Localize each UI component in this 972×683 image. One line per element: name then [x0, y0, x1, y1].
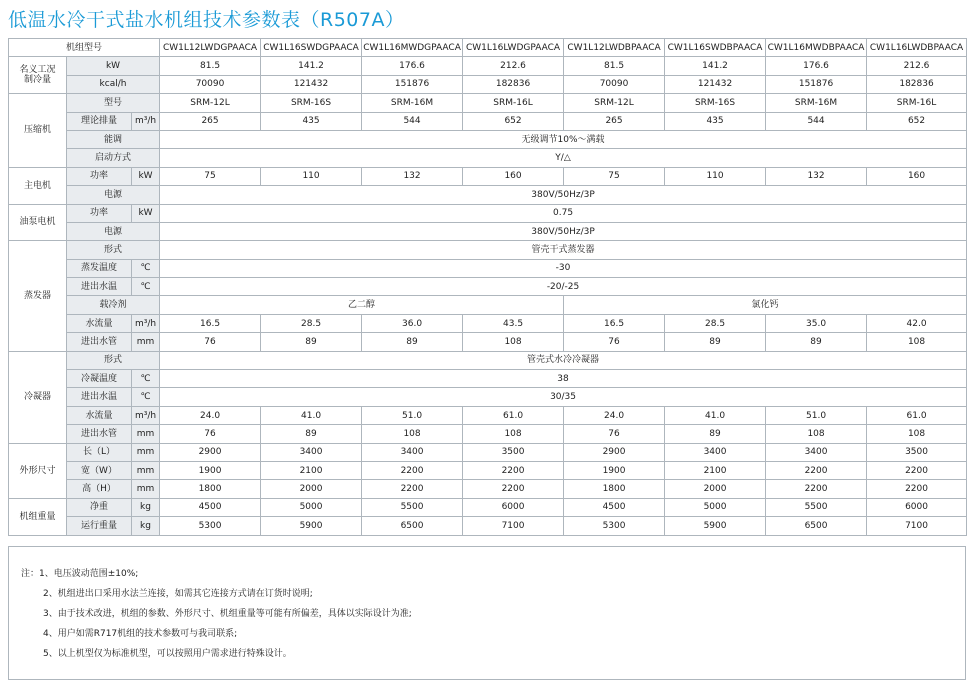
row-label: 载冷剂 — [67, 296, 160, 314]
row-label: 形式 — [67, 351, 160, 369]
row-label: 运行重量 — [67, 517, 132, 535]
value-cell: 3400 — [665, 443, 766, 461]
value-cell: 2900 — [160, 443, 261, 461]
value-cell: 51.0 — [766, 406, 867, 424]
model-header: CW1L16LWDBPAACA — [867, 39, 967, 57]
value-cell: 76 — [160, 425, 261, 443]
row-label: 宽（W） — [67, 461, 132, 479]
value-cell: 265 — [160, 112, 261, 130]
row-label: 进出水管 — [67, 425, 132, 443]
value-cell: 7100 — [463, 517, 564, 535]
value-cell: 61.0 — [867, 406, 967, 424]
value-cell: 132 — [362, 167, 463, 185]
row-label: 水流量 — [67, 314, 132, 332]
motor-group: 主电机 — [9, 167, 67, 204]
value-cell: 212.6 — [867, 57, 967, 75]
value-cell: 121432 — [261, 75, 362, 93]
value-cell: 160 — [463, 167, 564, 185]
value-cell: 38 — [160, 370, 967, 388]
value-cell: 89 — [362, 333, 463, 351]
value-cell: 28.5 — [665, 314, 766, 332]
value-cell: 1800 — [160, 480, 261, 498]
row-label: 水流量 — [67, 406, 132, 424]
value-cell: 61.0 — [463, 406, 564, 424]
unit-cell: mm — [132, 425, 160, 443]
value-cell: 2900 — [564, 443, 665, 461]
value-cell: 4500 — [564, 498, 665, 516]
weight-operating-row — [9, 517, 967, 535]
value-cell: 89 — [665, 333, 766, 351]
row-label: 形式 — [67, 241, 160, 259]
capacity-kcal-row — [9, 75, 967, 93]
value-cell: Y/△ — [160, 149, 967, 167]
motor-supply-row — [9, 186, 967, 204]
value-cell: 151876 — [766, 75, 867, 93]
value-cell: 1900 — [160, 461, 261, 479]
model-header: CW1L16MWDGPAACA — [362, 39, 463, 57]
note-4: 4、用户如需R717机组的技术参数可与我司联系; — [43, 629, 238, 639]
note-5: 5、以上机型仅为标准机型，可以按照用户需求进行特殊设计。 — [43, 649, 292, 659]
value-cell: 2200 — [463, 461, 564, 479]
value-cell: 6000 — [463, 498, 564, 516]
value-cell: 3500 — [867, 443, 967, 461]
model-label: 机组型号 — [9, 39, 160, 57]
notes-box — [8, 546, 966, 680]
value-cell: 16.5 — [564, 314, 665, 332]
value-cell: 151876 — [362, 75, 463, 93]
row-label: 理论排量 — [67, 112, 132, 130]
unit-cell: ℃ — [132, 370, 160, 388]
value-cell: 2000 — [261, 480, 362, 498]
value-cell: 2200 — [766, 480, 867, 498]
value-cell: 35.0 — [766, 314, 867, 332]
row-label: 功率 — [67, 204, 132, 222]
row-label: 功率 — [67, 167, 132, 185]
value-cell: 89 — [261, 333, 362, 351]
unit-cell: kW — [67, 57, 160, 75]
value-cell: 43.5 — [463, 314, 564, 332]
value-cell: 1800 — [564, 480, 665, 498]
value-cell: 435 — [261, 112, 362, 130]
value-cell: SRM-16M — [766, 94, 867, 112]
value-cell: SRM-12L — [564, 94, 665, 112]
value-cell: 36.0 — [362, 314, 463, 332]
value-cell: 1900 — [564, 461, 665, 479]
value-cell: 544 — [362, 112, 463, 130]
value-cell: 70090 — [160, 75, 261, 93]
unit-cell: kW — [132, 167, 160, 185]
weight-group: 机组重量 — [9, 498, 67, 535]
value-cell: 89 — [261, 425, 362, 443]
value-cell: 76 — [564, 333, 665, 351]
row-label: 启动方式 — [67, 149, 160, 167]
value-cell: 3400 — [766, 443, 867, 461]
note-1: 注：1、电压波动范围±10%; — [21, 569, 139, 579]
value-cell: 176.6 — [362, 57, 463, 75]
value-cell: 141.2 — [261, 57, 362, 75]
value-cell: 75 — [564, 167, 665, 185]
value-cell: 70090 — [564, 75, 665, 93]
unit-cell: m³/h — [132, 314, 160, 332]
dimensions-group: 外形尺寸 — [9, 443, 67, 498]
unit-cell: mm — [132, 333, 160, 351]
value-cell: 110 — [261, 167, 362, 185]
value-cell: 160 — [867, 167, 967, 185]
evap-pipe-row — [9, 333, 967, 351]
value-cell: 7100 — [867, 517, 967, 535]
value-cell: 108 — [463, 333, 564, 351]
value-cell: 108 — [867, 425, 967, 443]
oilpump-power-row — [9, 204, 967, 222]
capacity-group — [9, 57, 67, 94]
compressor-model-row — [9, 94, 967, 112]
value-cell: SRM-16S — [665, 94, 766, 112]
value-cell: 5300 — [564, 517, 665, 535]
value-cell: 5900 — [261, 517, 362, 535]
row-label: 电源 — [67, 222, 160, 240]
value-cell: 41.0 — [261, 406, 362, 424]
value-cell: 管壳式水冷冷凝器 — [160, 351, 967, 369]
value-cell: -20/-25 — [160, 278, 967, 296]
row-label: 长（L） — [67, 443, 132, 461]
value-cell: 141.2 — [665, 57, 766, 75]
header-row — [9, 39, 967, 57]
value-cell: -30 — [160, 259, 967, 277]
unit-cell: kcal/h — [67, 75, 160, 93]
value-cell: SRM-16S — [261, 94, 362, 112]
value-cell: 265 — [564, 112, 665, 130]
value-cell: 2100 — [261, 461, 362, 479]
page-title: 低温水冷干式盐水机组技术参数表（R507A） — [8, 9, 405, 31]
model-header: CW1L16SWDGPAACA — [261, 39, 362, 57]
value-cell: SRM-16M — [362, 94, 463, 112]
value-cell: 544 — [766, 112, 867, 130]
value-cell: SRM-16L — [867, 94, 967, 112]
value-cell: 2200 — [362, 461, 463, 479]
cond-flow-row — [9, 406, 967, 424]
value-cell: 121432 — [665, 75, 766, 93]
value-cell: 5000 — [261, 498, 362, 516]
value-cell: 无级调节10%～满载 — [160, 130, 967, 148]
evap-water-temp-row — [9, 278, 967, 296]
unit-cell: kW — [132, 204, 160, 222]
note-3: 3、由于技术改进，机组的参数、外形尺寸、机组重量等可能有所偏差，具体以实际设计为准; — [43, 609, 412, 619]
model-header: CW1L12LWDBPAACA — [564, 39, 665, 57]
value-cell: 42.0 — [867, 314, 967, 332]
value-cell: 28.5 — [261, 314, 362, 332]
value-cell: 81.5 — [564, 57, 665, 75]
value-cell: 16.5 — [160, 314, 261, 332]
cond-water-temp-row — [9, 388, 967, 406]
motor-power-row — [9, 167, 967, 185]
weight-net-row — [9, 498, 967, 516]
model-header: CW1L16LWDGPAACA — [463, 39, 564, 57]
value-cell: 3400 — [261, 443, 362, 461]
value-cell: 5500 — [362, 498, 463, 516]
compressor-start-row — [9, 149, 967, 167]
value-cell: SRM-12L — [160, 94, 261, 112]
value-cell: 76 — [160, 333, 261, 351]
compressor-displacement-row — [9, 112, 967, 130]
value-cell: 2200 — [463, 480, 564, 498]
value-cell: 108 — [867, 333, 967, 351]
unit-cell: mm — [132, 461, 160, 479]
oilpump-supply-row — [9, 222, 967, 240]
row-label: 型号 — [67, 94, 160, 112]
value-cell: 212.6 — [463, 57, 564, 75]
value-cell: 2200 — [362, 480, 463, 498]
unit-cell: m³/h — [132, 406, 160, 424]
value-cell: 108 — [463, 425, 564, 443]
dim-height-row — [9, 480, 967, 498]
unit-cell: mm — [132, 443, 160, 461]
evap-flow-row — [9, 314, 967, 332]
value-cell: 76 — [564, 425, 665, 443]
value-cell: 176.6 — [766, 57, 867, 75]
value-cell: 0.75 — [160, 204, 967, 222]
value-cell: 2000 — [665, 480, 766, 498]
unit-cell: m³/h — [132, 112, 160, 130]
value-cell: 89 — [766, 333, 867, 351]
evap-medium-row — [9, 296, 967, 314]
cond-pipe-row — [9, 425, 967, 443]
value-cell: 30/35 — [160, 388, 967, 406]
value-cell: 81.5 — [160, 57, 261, 75]
value-cell: 4500 — [160, 498, 261, 516]
value-cell: 89 — [665, 425, 766, 443]
value-cell: 管壳干式蒸发器 — [160, 241, 967, 259]
value-cell: 5900 — [665, 517, 766, 535]
value-cell: 435 — [665, 112, 766, 130]
model-header: CW1L16MWDBPAACA — [766, 39, 867, 57]
dim-width-row — [9, 461, 967, 479]
model-header: CW1L16SWDBPAACA — [665, 39, 766, 57]
value-cell: 5000 — [665, 498, 766, 516]
row-label: 进出水管 — [67, 333, 132, 351]
unit-cell: ℃ — [132, 388, 160, 406]
note-2: 2、机组进出口采用水法兰连接，如需其它连接方式请在订货时说明; — [43, 589, 313, 599]
value-cell: 182836 — [463, 75, 564, 93]
unit-cell: ℃ — [132, 259, 160, 277]
evap-temp-row — [9, 259, 967, 277]
value-cell: 380V/50Hz/3P — [160, 222, 967, 240]
value-cell: 380V/50Hz/3P — [160, 186, 967, 204]
spec-table — [8, 38, 967, 536]
value-cell: 5500 — [766, 498, 867, 516]
capacity-group-label: 名义工况 制冷量 — [19, 65, 56, 86]
value-cell: 2200 — [867, 461, 967, 479]
value-cell: 24.0 — [564, 406, 665, 424]
capacity-kw-row — [9, 57, 967, 75]
value-cell: 6500 — [362, 517, 463, 535]
value-cell: 132 — [766, 167, 867, 185]
value-cell: 108 — [362, 425, 463, 443]
compressor-group: 压缩机 — [9, 94, 67, 168]
evap-form-row — [9, 241, 967, 259]
row-label: 蒸发温度 — [67, 259, 132, 277]
row-label: 冷凝温度 — [67, 370, 132, 388]
value-cell: 75 — [160, 167, 261, 185]
value-cell: 2100 — [665, 461, 766, 479]
condenser-group: 冷凝器 — [9, 351, 67, 443]
value-cell: 6500 — [766, 517, 867, 535]
row-label: 能调 — [67, 130, 160, 148]
row-label: 净重 — [67, 498, 132, 516]
value-cell: SRM-16L — [463, 94, 564, 112]
value-cell: 51.0 — [362, 406, 463, 424]
value-cell: 6000 — [867, 498, 967, 516]
value-cell: 乙二醇 — [160, 296, 564, 314]
evaporator-group: 蒸发器 — [9, 241, 67, 351]
cond-form-row — [9, 351, 967, 369]
value-cell: 3400 — [362, 443, 463, 461]
oilpump-group: 油泵电机 — [9, 204, 67, 241]
value-cell: 2200 — [766, 461, 867, 479]
value-cell: 24.0 — [160, 406, 261, 424]
value-cell: 108 — [766, 425, 867, 443]
row-label: 进出水温 — [67, 278, 132, 296]
cond-temp-row — [9, 370, 967, 388]
row-label: 电源 — [67, 186, 160, 204]
value-cell: 652 — [463, 112, 564, 130]
value-cell: 110 — [665, 167, 766, 185]
value-cell: 氯化钙 — [564, 296, 967, 314]
model-header: CW1L12LWDGPAACA — [160, 39, 261, 57]
unit-cell: kg — [132, 517, 160, 535]
row-label: 进出水温 — [67, 388, 132, 406]
unit-cell: kg — [132, 498, 160, 516]
unit-cell: mm — [132, 480, 160, 498]
value-cell: 3500 — [463, 443, 564, 461]
value-cell: 182836 — [867, 75, 967, 93]
dim-length-row — [9, 443, 967, 461]
row-label: 高（H） — [67, 480, 132, 498]
value-cell: 652 — [867, 112, 967, 130]
compressor-regulation-row — [9, 130, 967, 148]
value-cell: 41.0 — [665, 406, 766, 424]
value-cell: 2200 — [867, 480, 967, 498]
value-cell: 5300 — [160, 517, 261, 535]
unit-cell: ℃ — [132, 278, 160, 296]
